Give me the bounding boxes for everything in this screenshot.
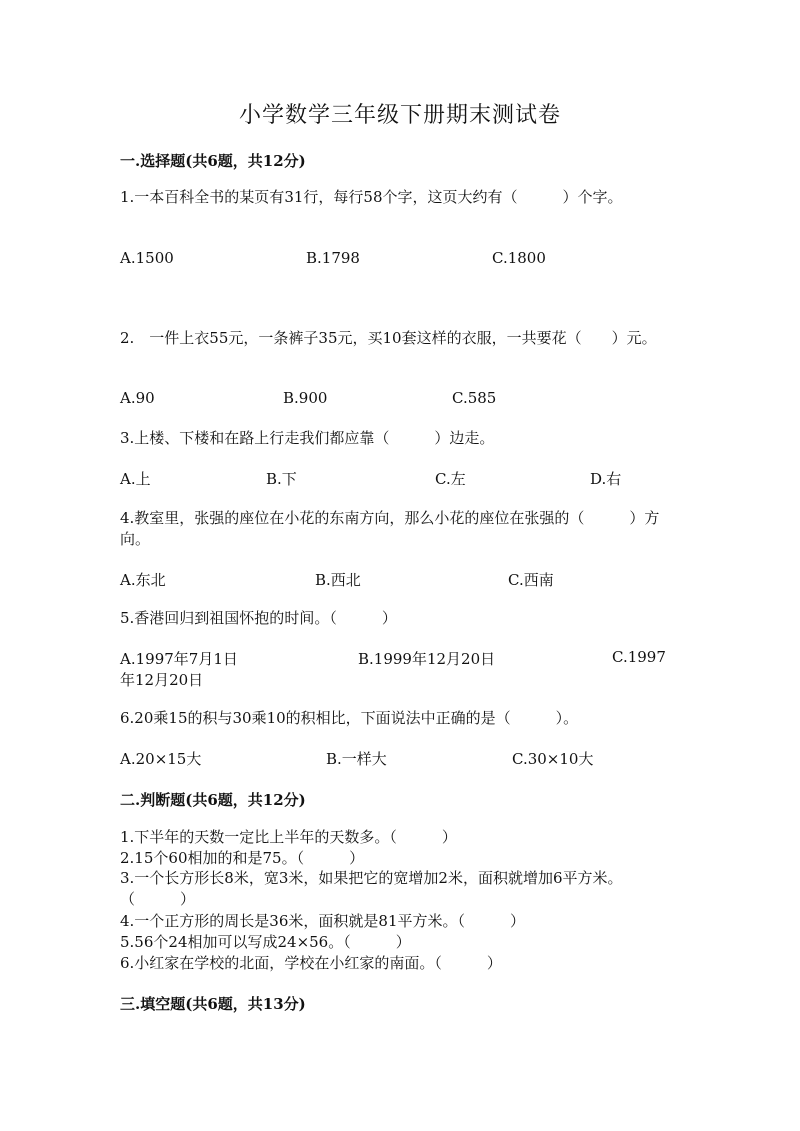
section-judge-heading: 二.判断题(共6题，共12分) bbox=[120, 791, 306, 809]
question-1-text: 1.一本百科全书的某页有31行，每行58个字，这页大约有（ ）个字。 bbox=[120, 188, 623, 206]
section-choice-heading: 一.选择题(共6题，共12分) bbox=[120, 152, 306, 170]
question-3-option-c: C.左 bbox=[435, 470, 466, 488]
question-5-option-c-continued: 年12月20日 bbox=[120, 671, 204, 689]
question-1-option-c: C.1800 bbox=[492, 249, 546, 267]
judgment-5: 5.56个24相加可以写成24×56。（ ） bbox=[120, 933, 411, 951]
question-2-option-a: A.90 bbox=[120, 389, 155, 407]
judgment-3: 3.一个长方形长8米，宽3米，如果把它的宽增加2米，面积就增加6平方米。（ ） bbox=[120, 869, 623, 908]
question-4-option-c: C.西南 bbox=[508, 571, 554, 589]
question-4-option-a: A.东北 bbox=[120, 571, 166, 589]
page-title: 小学数学三年级下册期末测试卷 bbox=[238, 103, 561, 128]
question-5-option-a: A.1997年7月1日 bbox=[120, 650, 238, 668]
question-6-option-c: C.30×10大 bbox=[512, 750, 594, 768]
question-3-option-b: B.下 bbox=[266, 470, 297, 488]
question-4-text: 4.教室里，张强的座位在小花的东南方向，那么小花的座位在张强的（ ）方向。 bbox=[120, 509, 660, 548]
question-5-option-c: C.1997 bbox=[612, 648, 666, 666]
question-3-option-d: D.右 bbox=[590, 470, 622, 488]
question-6-option-b: B.一样大 bbox=[326, 750, 387, 768]
question-2-option-c: C.585 bbox=[452, 389, 497, 407]
question-2-option-b: B.900 bbox=[283, 389, 328, 407]
question-1-option-a: A.1500 bbox=[120, 249, 174, 267]
question-3-option-a: A.上 bbox=[120, 470, 151, 488]
question-5-text: 5.香港回归到祖国怀抱的时间。（ ） bbox=[120, 609, 397, 627]
judgment-4: 4.一个正方形的周长是36米，面积就是81平方米。（ ） bbox=[120, 912, 525, 930]
judgment-6: 6.小红家在学校的北面，学校在小红家的南面。（ ） bbox=[120, 954, 502, 972]
question-6-text: 6.20乘15的积与30乘10的积相比，下面说法中正确的是（ ）。 bbox=[120, 709, 579, 727]
question-3-text: 3.上楼、下楼和在路上行走我们都应靠（ ）边走。 bbox=[120, 429, 495, 447]
section-fill-heading: 三.填空题(共6题，共13分) bbox=[120, 995, 306, 1013]
question-2-text: 2. 一件上衣55元，一条裤子35元，买10套这样的衣服，一共要花（ ）元。 bbox=[120, 329, 657, 347]
judgment-2: 2.15个60相加的和是75。（ ） bbox=[120, 849, 365, 867]
question-6-option-a: A.20×15大 bbox=[120, 750, 202, 768]
question-1-option-b: B.1798 bbox=[306, 249, 360, 267]
question-4-option-b: B.西北 bbox=[315, 571, 361, 589]
question-5-option-b: B.1999年12月20日 bbox=[358, 650, 496, 668]
judgment-1: 1.下半年的天数一定比上半年的天数多。（ ） bbox=[120, 828, 457, 846]
